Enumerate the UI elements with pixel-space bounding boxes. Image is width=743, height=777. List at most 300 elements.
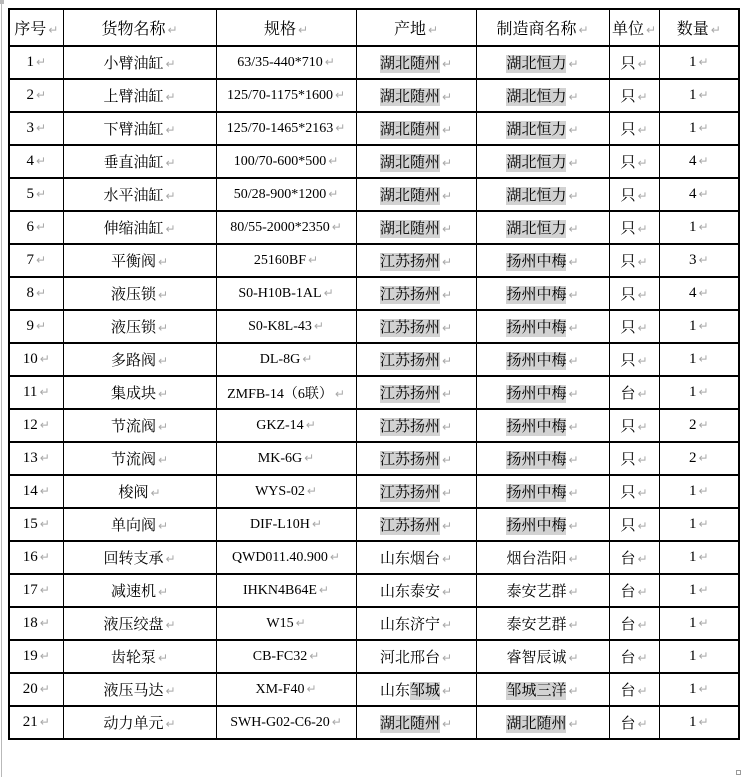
- cell-qty[interactable]: [659, 211, 739, 244]
- paragraph-mark-icon: ↵: [568, 156, 579, 170]
- cell-origin[interactable]: [356, 277, 476, 310]
- cell-goods-name[interactable]: [63, 640, 216, 673]
- cell-text: 只: [620, 485, 636, 501]
- cell-unit[interactable]: [609, 607, 659, 640]
- cell-goods-name[interactable]: [63, 178, 216, 211]
- cell-text: 2: [688, 417, 697, 433]
- cell-qty[interactable]: [659, 79, 739, 112]
- cell-origin[interactable]: [356, 145, 476, 178]
- cell-no[interactable]: [9, 145, 63, 178]
- cell-unit[interactable]: [609, 211, 659, 244]
- cell-unit[interactable]: [609, 475, 659, 508]
- paragraph-mark-icon: ↵: [441, 123, 453, 137]
- cell-origin[interactable]: [356, 442, 476, 475]
- cell-qty[interactable]: [659, 46, 739, 79]
- cell-text: 水平油缸: [103, 188, 164, 204]
- cell-qty[interactable]: [659, 442, 739, 475]
- paragraph-mark-icon: ↵: [637, 222, 648, 236]
- cell-goods-name[interactable]: [63, 508, 216, 541]
- cell-text: 山东泰安: [379, 584, 440, 600]
- cell-qty[interactable]: [659, 541, 739, 574]
- cell-qty[interactable]: [659, 244, 739, 277]
- cell-unit[interactable]: [609, 79, 659, 112]
- cell-qty[interactable]: [659, 706, 739, 739]
- paragraph-mark-icon: ↵: [48, 23, 59, 37]
- paragraph-mark-icon: ↵: [39, 385, 50, 399]
- cell-maker[interactable]: [476, 211, 609, 244]
- cell-unit[interactable]: [609, 46, 659, 79]
- cell-qty[interactable]: [659, 607, 739, 640]
- cell-text: 江苏扬州: [379, 518, 440, 534]
- cell-maker[interactable]: [476, 277, 609, 310]
- cell-goods-name[interactable]: [63, 79, 216, 112]
- paragraph-mark-icon: ↵: [568, 717, 579, 731]
- cell-text: 125/70-1465*2163: [226, 120, 334, 136]
- paragraph-mark-icon: ↵: [39, 418, 50, 432]
- cell-no[interactable]: [9, 376, 63, 409]
- cell-spec[interactable]: [216, 706, 356, 739]
- cell-unit[interactable]: [609, 574, 659, 607]
- cell-unit[interactable]: [609, 112, 659, 145]
- cell-no[interactable]: [9, 475, 63, 508]
- paragraph-mark-icon: ↵: [637, 288, 648, 302]
- paragraph-mark-icon: ↵: [441, 420, 453, 434]
- paragraph-mark-icon: ↵: [157, 420, 169, 434]
- paragraph-mark-icon: ↵: [698, 121, 709, 135]
- cell-text: 台: [620, 386, 636, 402]
- cell-text: 20: [22, 681, 38, 697]
- cell-text: IHKN4B64E: [243, 582, 317, 598]
- cell-unit[interactable]: [609, 178, 659, 211]
- paragraph-mark-icon: ↵: [150, 486, 161, 500]
- cell-text: 1: [688, 87, 697, 103]
- cell-text: 湖北随州: [379, 221, 440, 237]
- paragraph-mark-icon: ↵: [313, 318, 324, 333]
- paragraph-mark-icon: ↵: [698, 286, 709, 300]
- cell-text: 只: [620, 419, 636, 435]
- paragraph-mark-icon: ↵: [334, 87, 346, 102]
- cell-text: 回转支承: [103, 551, 164, 567]
- cell-text: 平衡阀: [110, 254, 156, 270]
- paragraph-mark-icon: ↵: [441, 684, 453, 698]
- cell-maker[interactable]: [476, 112, 609, 145]
- cell-no[interactable]: [9, 673, 63, 706]
- cell-goods-name[interactable]: [63, 706, 216, 739]
- cell-qty[interactable]: [659, 574, 739, 607]
- paragraph-mark-icon: ↵: [441, 57, 453, 71]
- cell-no[interactable]: [9, 343, 63, 376]
- cell-text: 25160BF: [253, 252, 307, 268]
- paragraph-mark-icon: ↵: [441, 552, 453, 566]
- paragraph-mark-icon: ↵: [698, 418, 709, 432]
- cell-text: XM-F40: [255, 681, 305, 697]
- cell-no[interactable]: [9, 640, 63, 673]
- cell-spec[interactable]: [216, 211, 356, 244]
- cell-unit[interactable]: [609, 310, 659, 343]
- header-origin[interactable]: [356, 9, 476, 46]
- cell-spec[interactable]: [216, 673, 356, 706]
- header-spec[interactable]: [216, 9, 356, 46]
- paragraph-mark-icon: ↵: [698, 352, 709, 366]
- paragraph-mark-icon: ↵: [165, 222, 176, 236]
- cell-no[interactable]: [9, 574, 63, 607]
- cell-spec[interactable]: [216, 508, 356, 541]
- cell-maker[interactable]: [476, 310, 609, 343]
- paragraph-mark-icon: ↵: [334, 386, 345, 401]
- cell-qty[interactable]: [659, 376, 739, 409]
- cell-maker[interactable]: [476, 343, 609, 376]
- cell-goods-name[interactable]: [63, 343, 216, 376]
- cell-no[interactable]: [9, 607, 63, 640]
- cell-text: S0-K8L-43: [248, 318, 312, 334]
- cell-text: 湖北随州: [379, 89, 440, 105]
- paragraph-mark-icon: ↵: [637, 717, 648, 731]
- paragraph-mark-icon: ↵: [441, 321, 453, 335]
- cell-text: 只: [620, 353, 636, 369]
- paragraph-mark-icon: ↵: [637, 486, 648, 500]
- paragraph-mark-icon: ↵: [637, 684, 648, 698]
- cell-no[interactable]: [9, 277, 63, 310]
- cell-spec[interactable]: [216, 46, 356, 79]
- cell-spec[interactable]: [216, 343, 356, 376]
- paragraph-mark-icon: ↵: [441, 717, 453, 731]
- paragraph-mark-icon: ↵: [568, 387, 579, 401]
- cell-unit[interactable]: [609, 673, 659, 706]
- cell-spec[interactable]: [216, 409, 356, 442]
- header-origin-label: 产地: [393, 21, 426, 38]
- cell-goods-name[interactable]: [63, 112, 216, 145]
- paragraph-mark-icon: ↵: [637, 420, 648, 434]
- cell-text: 扬州中梅: [506, 353, 567, 369]
- cell-no[interactable]: [9, 541, 63, 574]
- cell-text: 1: [688, 219, 697, 235]
- cell-unit[interactable]: [609, 706, 659, 739]
- table-row: [9, 541, 739, 574]
- paragraph-mark-icon: ↵: [698, 55, 709, 69]
- cell-goods-name[interactable]: [63, 145, 216, 178]
- table-row: [9, 376, 739, 409]
- cell-origin[interactable]: [356, 343, 476, 376]
- cell-origin[interactable]: [356, 541, 476, 574]
- cell-maker[interactable]: [476, 640, 609, 673]
- cell-maker[interactable]: [476, 442, 609, 475]
- cell-maker[interactable]: [476, 541, 609, 574]
- cell-goods-name[interactable]: [63, 442, 216, 475]
- cell-qty[interactable]: [659, 409, 739, 442]
- paragraph-mark-icon: ↵: [568, 651, 579, 665]
- cell-origin[interactable]: [356, 376, 476, 409]
- cell-no[interactable]: [9, 46, 63, 79]
- cell-spec[interactable]: [216, 541, 356, 574]
- paragraph-mark-icon: ↵: [295, 615, 306, 630]
- cell-origin[interactable]: [356, 112, 476, 145]
- paragraph-mark-icon: ↵: [698, 484, 709, 498]
- cell-text: 湖北随州: [379, 155, 440, 171]
- paragraph-mark-icon: ↵: [331, 714, 342, 729]
- cell-origin[interactable]: [356, 673, 476, 706]
- paragraph-mark-icon: ↵: [568, 684, 579, 698]
- cell-maker[interactable]: [476, 607, 609, 640]
- cell-qty[interactable]: [659, 343, 739, 376]
- cell-goods-name[interactable]: [63, 541, 216, 574]
- cell-text: 6: [26, 219, 34, 235]
- paragraph-mark-icon: ↵: [568, 57, 579, 71]
- paragraph-mark-icon: ↵: [698, 649, 709, 663]
- cell-no[interactable]: [9, 211, 63, 244]
- cell-text: 125/70-1175*1600: [226, 87, 333, 103]
- table-row: [9, 574, 739, 607]
- header-unit-label: 单位: [611, 21, 644, 38]
- cell-maker[interactable]: [476, 508, 609, 541]
- cell-text: 台: [620, 650, 636, 666]
- paragraph-mark-icon: ↵: [328, 186, 339, 201]
- cell-text: 扬州中梅: [506, 254, 567, 270]
- cell-text: 4: [26, 153, 34, 169]
- cell-unit[interactable]: [609, 376, 659, 409]
- paragraph-mark-icon: ↵: [35, 286, 47, 300]
- paragraph-mark-icon: ↵: [698, 220, 709, 234]
- page-edge-line: [1, 0, 2, 777]
- cell-origin[interactable]: [356, 244, 476, 277]
- cell-spec[interactable]: [216, 607, 356, 640]
- cell-origin[interactable]: [356, 310, 476, 343]
- cell-spec[interactable]: [216, 475, 356, 508]
- cell-text: 8: [26, 285, 34, 301]
- paragraph-mark-icon: ↵: [637, 156, 648, 170]
- cell-maker[interactable]: [476, 46, 609, 79]
- cell-unit[interactable]: [609, 244, 659, 277]
- cell-spec[interactable]: [216, 442, 356, 475]
- cell-text: 1: [688, 681, 697, 697]
- cell-goods-name[interactable]: [63, 244, 216, 277]
- cell-goods-name[interactable]: [63, 574, 216, 607]
- cell-text: 梭阀: [118, 485, 149, 501]
- paragraph-mark-icon: ↵: [39, 649, 50, 663]
- cell-qty[interactable]: [659, 112, 739, 145]
- cell-no[interactable]: [9, 310, 63, 343]
- cell-spec[interactable]: [216, 79, 356, 112]
- cell-text: 减速机: [110, 584, 156, 600]
- cell-origin[interactable]: [356, 706, 476, 739]
- paragraph-mark-icon: ↵: [39, 517, 50, 531]
- cell-no[interactable]: [9, 508, 63, 541]
- paragraph-mark-icon: ↵: [441, 222, 453, 236]
- cell-origin[interactable]: [356, 46, 476, 79]
- paragraph-mark-icon: ↵: [39, 616, 50, 630]
- cell-text: 齿轮泵: [110, 650, 156, 666]
- cell-text: 湖北随州: [506, 716, 567, 732]
- cell-unit[interactable]: [609, 508, 659, 541]
- cell-origin[interactable]: [356, 211, 476, 244]
- paragraph-mark-icon: ↵: [441, 519, 453, 533]
- cell-maker[interactable]: [476, 673, 609, 706]
- cell-maker[interactable]: [476, 409, 609, 442]
- cell-maker[interactable]: [476, 574, 609, 607]
- cell-maker[interactable]: [476, 376, 609, 409]
- paragraph-mark-icon: ↵: [35, 88, 47, 102]
- cell-goods-name[interactable]: [63, 376, 216, 409]
- cell-qty[interactable]: [659, 145, 739, 178]
- cell-maker[interactable]: [476, 706, 609, 739]
- cell-text: 扬州中梅: [506, 287, 567, 303]
- cell-spec[interactable]: [216, 574, 356, 607]
- cell-text: 12: [22, 417, 38, 433]
- cell-text: 1: [688, 384, 697, 400]
- cell-text: 单向阀: [110, 518, 156, 534]
- cell-spec[interactable]: [216, 244, 356, 277]
- table-row: [9, 46, 739, 79]
- paragraph-mark-icon: ↵: [35, 253, 47, 267]
- cell-text: 14: [22, 483, 38, 499]
- cell-text: 动力单元: [103, 716, 164, 732]
- paragraph-mark-icon: ↵: [637, 321, 648, 335]
- cell-text: GKZ-14: [256, 417, 304, 433]
- cell-goods-name[interactable]: [63, 673, 216, 706]
- cell-spec[interactable]: [216, 277, 356, 310]
- cell-text: 4: [688, 285, 697, 301]
- cell-text: 湖北恒力: [506, 122, 567, 138]
- goods-table: [8, 8, 740, 740]
- cell-text: 江苏扬州: [379, 353, 440, 369]
- paragraph-mark-icon: ↵: [323, 285, 334, 300]
- cell-text: 只: [620, 188, 636, 204]
- cell-text: 9: [26, 318, 34, 334]
- cell-text: 垂直油缸: [103, 155, 164, 171]
- cell-no[interactable]: [9, 409, 63, 442]
- cell-maker[interactable]: [476, 244, 609, 277]
- cell-text: 江苏扬州: [379, 419, 440, 435]
- paragraph-mark-icon: ↵: [441, 618, 453, 632]
- cell-unit[interactable]: [609, 145, 659, 178]
- cell-origin[interactable]: [356, 574, 476, 607]
- header-goods-name[interactable]: [63, 9, 216, 46]
- cell-no[interactable]: [9, 706, 63, 739]
- paragraph-mark-icon: ↵: [568, 552, 579, 566]
- cell-origin[interactable]: [356, 475, 476, 508]
- cell-maker[interactable]: [476, 79, 609, 112]
- table-resize-handle[interactable]: [736, 770, 741, 775]
- header-maker[interactable]: [476, 9, 609, 46]
- cell-no[interactable]: [9, 112, 63, 145]
- cell-no[interactable]: [9, 79, 63, 112]
- cell-goods-name[interactable]: [63, 310, 216, 343]
- cell-no[interactable]: [9, 244, 63, 277]
- cell-spec[interactable]: [216, 178, 356, 211]
- cell-text: 2: [688, 450, 697, 466]
- table-row: [9, 178, 739, 211]
- cell-qty[interactable]: [659, 178, 739, 211]
- cell-text: 只: [620, 518, 636, 534]
- cell-no[interactable]: [9, 442, 63, 475]
- table-row: [9, 475, 739, 508]
- cell-goods-name[interactable]: [63, 46, 216, 79]
- cell-origin[interactable]: [356, 79, 476, 112]
- cell-qty[interactable]: [659, 508, 739, 541]
- cell-text: 50/28-900*1200: [233, 186, 327, 202]
- cell-origin[interactable]: [356, 178, 476, 211]
- cell-qty[interactable]: [659, 640, 739, 673]
- cell-text: 湖北随州: [379, 716, 440, 732]
- cell-text: 18: [22, 615, 38, 631]
- cell-maker[interactable]: [476, 475, 609, 508]
- paragraph-mark-icon: ↵: [157, 453, 169, 467]
- paragraph-mark-icon: ↵: [568, 420, 579, 434]
- cell-goods-name[interactable]: [63, 211, 216, 244]
- cell-unit[interactable]: [609, 541, 659, 574]
- cell-unit[interactable]: [609, 409, 659, 442]
- cell-text: 节流阀: [110, 452, 156, 468]
- cell-text: 泰安艺群: [506, 584, 567, 600]
- cell-unit[interactable]: [609, 343, 659, 376]
- cell-unit[interactable]: [609, 640, 659, 673]
- header-no[interactable]: [9, 9, 63, 46]
- paragraph-mark-icon: ↵: [568, 222, 579, 236]
- cell-spec[interactable]: [216, 145, 356, 178]
- cell-goods-name[interactable]: [63, 277, 216, 310]
- cell-origin[interactable]: [356, 508, 476, 541]
- cell-spec[interactable]: [216, 640, 356, 673]
- cell-text: 江苏扬州: [379, 320, 440, 336]
- header-spec-label: 规格: [263, 21, 296, 38]
- cell-goods-name[interactable]: [63, 409, 216, 442]
- header-no-label: 序号: [14, 21, 47, 38]
- cell-maker[interactable]: [476, 178, 609, 211]
- header-qty[interactable]: [659, 9, 739, 46]
- cell-text: 1: [688, 351, 697, 367]
- cell-text: 湖北随州: [379, 188, 440, 204]
- paragraph-mark-icon: ↵: [318, 582, 329, 597]
- cell-maker[interactable]: [476, 145, 609, 178]
- cell-goods-name[interactable]: [63, 607, 216, 640]
- paragraph-mark-icon: ↵: [441, 453, 453, 467]
- header-unit[interactable]: [609, 9, 659, 46]
- cell-text: 只: [620, 287, 636, 303]
- cell-text: 3: [688, 252, 697, 268]
- cell-unit[interactable]: [609, 442, 659, 475]
- paragraph-mark-icon: ↵: [441, 90, 453, 104]
- cell-no[interactable]: [9, 178, 63, 211]
- paragraph-mark-icon: ↵: [637, 585, 648, 599]
- cell-qty[interactable]: [659, 310, 739, 343]
- cell-spec[interactable]: [216, 112, 356, 145]
- table-row: [9, 706, 739, 739]
- cell-text: DL-8G: [259, 351, 301, 367]
- cell-origin[interactable]: [356, 409, 476, 442]
- cell-goods-name[interactable]: [63, 475, 216, 508]
- table-row: [9, 145, 739, 178]
- paragraph-mark-icon: ↵: [157, 288, 169, 302]
- cell-text: 江苏扬州: [379, 254, 440, 270]
- table-row: [9, 211, 739, 244]
- paragraph-mark-icon: ↵: [35, 220, 47, 234]
- cell-spec[interactable]: [216, 310, 356, 343]
- cell-origin[interactable]: [356, 640, 476, 673]
- table-row: [9, 310, 739, 343]
- paragraph-mark-icon: ↵: [39, 682, 50, 696]
- cell-unit[interactable]: [609, 277, 659, 310]
- cell-text: 山东: [379, 683, 410, 699]
- cell-text: 烟台浩阳: [506, 551, 567, 567]
- paragraph-mark-icon: ↵: [441, 585, 453, 599]
- cell-qty[interactable]: [659, 277, 739, 310]
- paragraph-mark-icon: ↵: [39, 484, 50, 498]
- cell-text: 扬州中梅: [506, 518, 567, 534]
- paragraph-mark-icon: ↵: [157, 585, 169, 599]
- cell-origin[interactable]: [356, 607, 476, 640]
- cell-qty[interactable]: [659, 673, 739, 706]
- cell-qty[interactable]: [659, 475, 739, 508]
- cell-spec[interactable]: [216, 376, 356, 409]
